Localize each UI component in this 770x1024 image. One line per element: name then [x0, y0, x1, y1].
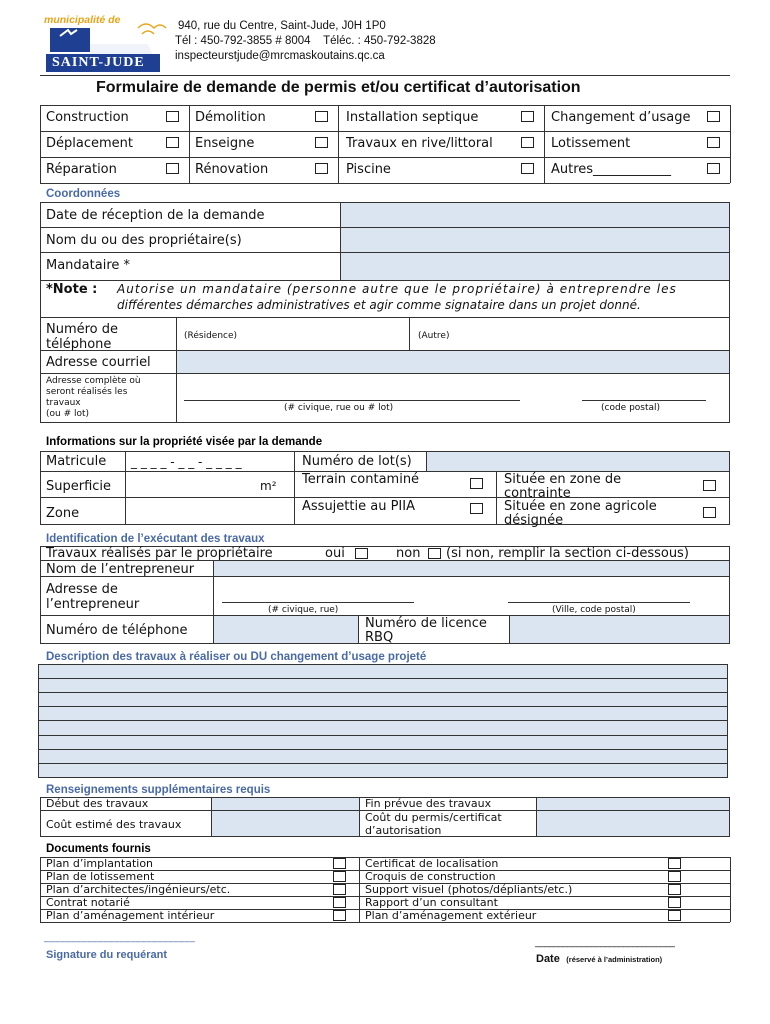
entrepreneur-name-label: Nom de l’entrepreneur	[46, 562, 195, 577]
doc-plan-interieur-label: Plan d’aménagement intérieur	[46, 909, 215, 922]
form-title: Formulaire de demande de permis et/ou certificat d’autorisation	[96, 79, 581, 96]
doc-croquis-construction-label: Croquis de construction	[365, 870, 496, 883]
checkbox-support-visuel[interactable]	[668, 884, 681, 895]
checkbox-plan-interieur[interactable]	[333, 910, 346, 921]
email-field[interactable]	[176, 350, 730, 374]
permit-label-renovation: Rénovation	[195, 162, 269, 177]
fin-travaux-field[interactable]	[536, 797, 730, 811]
section-title-property: Informations sur la propriété visée par la demande	[46, 436, 323, 448]
work-address-label-1: Adresse complète où	[46, 376, 141, 386]
checkbox-construction[interactable]	[166, 111, 179, 122]
section-title-supplementaires: Renseignements supplémentaires requis	[46, 784, 271, 796]
checkbox-autres[interactable]	[707, 163, 720, 174]
phone-label-2: téléphone	[46, 337, 112, 352]
permit-label-piscine: Piscine	[346, 162, 391, 177]
non-label: non	[396, 546, 421, 561]
date-label-text: Date	[536, 953, 560, 965]
lot-field[interactable]	[426, 451, 730, 472]
work-address-label-3: travaux	[46, 398, 81, 408]
terrain-contamine-label: Terrain contaminé	[302, 472, 420, 487]
entrepreneur-civic-caption: (# civique, rue)	[268, 605, 339, 615]
superficie-label: Superficie	[46, 479, 112, 494]
travaux-proprietaire-label: Travaux réalisés par le propriétaire	[46, 546, 273, 561]
debut-travaux-field[interactable]	[211, 797, 360, 811]
date-label	[536, 949, 662, 967]
mandataire-label: Mandataire *	[46, 258, 131, 273]
rbq-licence-label-1: Numéro de licence	[365, 616, 487, 631]
entrepreneur-phone-label: Numéro de téléphone	[46, 623, 188, 638]
owner-name-field[interactable]	[340, 227, 730, 253]
checkbox-lotissement[interactable]	[707, 137, 720, 148]
entrepreneur-address-label-1: Adresse de	[46, 582, 118, 597]
doc-certificat-localisation-label: Certificat de localisation	[365, 857, 499, 870]
checkbox-demolition[interactable]	[315, 111, 328, 122]
permit-label-autres: Autres____________	[551, 162, 672, 177]
date-reception-label: Date de réception de la demande	[46, 208, 265, 223]
work-address-field[interactable]	[176, 373, 730, 423]
checkbox-rapport-consultant[interactable]	[668, 897, 681, 908]
doc-support-visuel-label: Support visuel (photos/dépliants/etc.)	[365, 883, 573, 896]
checkbox-septique[interactable]	[521, 111, 534, 122]
description-field[interactable]	[38, 664, 728, 778]
checkbox-plan-architectes[interactable]	[333, 884, 346, 895]
cout-travaux-field[interactable]	[211, 810, 360, 837]
checkbox-changement-usage[interactable]	[707, 111, 720, 122]
section-title-coordonnees: Coordonnées	[46, 188, 121, 200]
owner-name-label: Nom du ou des propriétaire(s)	[46, 233, 242, 248]
doc-rapport-consultant-label: Rapport d’un consultant	[365, 896, 498, 909]
matricule-label: Matricule	[46, 454, 107, 469]
entrepreneur-ville-caption: (Ville, code postal)	[552, 605, 636, 615]
doc-plan-exterieur-label: Plan d’aménagement extérieur	[365, 909, 537, 922]
zone-label: Zone	[46, 506, 80, 521]
m2-unit: m²	[260, 479, 277, 493]
date-line[interactable]: ______________________________	[535, 937, 675, 948]
cout-permis-label-2: d’autorisation	[365, 824, 442, 837]
note-label: *Note :	[46, 282, 98, 297]
permit-label-rive-littoral: Travaux en rive/littoral	[346, 136, 493, 151]
checkbox-reparation[interactable]	[166, 163, 179, 174]
permit-label-changement-usage: Changement d’usage	[551, 110, 691, 125]
checkbox-zone-agricole[interactable]	[703, 507, 716, 518]
checkbox-plan-lotissement[interactable]	[333, 871, 346, 882]
signature-line[interactable]: ____________________________	[44, 932, 196, 943]
cout-permis-field[interactable]	[536, 810, 730, 837]
permit-label-demolition: Démolition	[195, 110, 266, 125]
zone-agricole-label-2: désignée	[504, 513, 564, 528]
header-phone: Tél : 450-792-3855 # 8004 Téléc. : 450-792-3828	[175, 35, 436, 47]
checkbox-terrain-contamine[interactable]	[470, 478, 483, 489]
section-title-description: Description des travaux à réaliser ou DU changement d’usage projeté	[46, 651, 427, 663]
municipality-logo	[38, 14, 168, 76]
checkbox-contrat-notarie[interactable]	[333, 897, 346, 908]
lot-label: Numéro de lot(s)	[302, 454, 412, 469]
checkbox-croquis-construction[interactable]	[668, 871, 681, 882]
note-text-line-2: différentes démarches administratives et agir comme signataire dans un projet donné.	[117, 298, 641, 312]
mandataire-field[interactable]	[340, 252, 730, 281]
checkbox-deplacement[interactable]	[166, 137, 179, 148]
section-title-executant: Identification de l’exécutant des travaux	[46, 533, 265, 545]
cout-travaux-label: Coût estimé des travaux	[46, 818, 182, 831]
debut-travaux-label: Début des travaux	[46, 797, 149, 810]
note-text-line-1: Autorise un mandataire (personne autre que le propriétaire) à entreprendre les	[117, 282, 677, 296]
date-reserved-note: (réservé à l’administration)	[566, 955, 663, 964]
checkbox-renovation[interactable]	[315, 163, 328, 174]
entrepreneur-address-label-2: l’entrepreneur	[46, 597, 140, 612]
permit-label-lotissement: Lotissement	[551, 136, 631, 151]
doc-contrat-notarie-label: Contrat notarié	[46, 896, 130, 909]
work-address-label-4: (ou # lot)	[46, 409, 90, 419]
checkbox-rive-littoral[interactable]	[521, 137, 534, 148]
permit-label-deplacement: Déplacement	[46, 136, 133, 151]
logo-top-text: municipalité de	[44, 14, 121, 26]
piia-label: Assujettie au PIIA	[302, 499, 415, 514]
permit-label-septique: Installation septique	[346, 110, 479, 125]
zone-field[interactable]	[125, 497, 295, 525]
postal-line	[582, 400, 706, 401]
checkbox-plan-exterieur[interactable]	[668, 910, 681, 921]
permit-label-reparation: Réparation	[46, 162, 117, 177]
civic-caption: (# civique, rue ou # lot)	[284, 403, 394, 413]
phone-label-1: Numéro de	[46, 322, 119, 337]
civic-line	[184, 400, 520, 401]
rbq-licence-label-2: RBQ	[365, 630, 394, 645]
doc-plan-implantation-label: Plan d’implantation	[46, 857, 154, 870]
si-non-note: (si non, remplir la section ci-dessous)	[446, 546, 689, 561]
entrepreneur-civic-line	[222, 602, 414, 603]
rbq-licence-field[interactable]	[509, 615, 730, 644]
permit-label-construction: Construction	[46, 110, 129, 125]
zone-contrainte-label-1: Située en zone de	[504, 472, 622, 487]
checkbox-enseigne[interactable]	[315, 137, 328, 148]
permit-label-enseigne: Enseigne	[195, 136, 255, 151]
checkbox-certificat-localisation[interactable]	[668, 858, 681, 869]
doc-plan-architectes-label: Plan d’architectes/ingénieurs/etc.	[46, 883, 231, 896]
logo-main-text: SAINT-JUDE	[52, 55, 145, 70]
checkbox-piia[interactable]	[470, 503, 483, 514]
date-reception-field[interactable]	[340, 202, 730, 228]
phone-autre-field[interactable]	[409, 317, 730, 351]
residence-caption: (Résidence)	[184, 331, 238, 341]
checkbox-non[interactable]	[428, 548, 441, 559]
checkbox-plan-implantation[interactable]	[333, 858, 346, 869]
header-email: inspecteurstjude@mrcmaskoutains.qc.ca	[175, 50, 385, 62]
oui-label: oui	[325, 546, 345, 561]
fin-travaux-label: Fin prévue des travaux	[365, 797, 492, 810]
autre-caption: (Autre)	[418, 331, 450, 341]
postal-caption: (code postal)	[601, 403, 661, 413]
checkbox-zone-contrainte[interactable]	[703, 480, 716, 491]
checkbox-piscine[interactable]	[521, 163, 534, 174]
zone-agricole-label-1: Située en zone agricole	[504, 499, 657, 514]
entrepreneur-name-field[interactable]	[213, 560, 730, 577]
entrepreneur-phone-field[interactable]	[213, 615, 359, 644]
entrepreneur-ville-line	[508, 602, 690, 603]
cout-permis-label-1: Coût du permis/certificat	[365, 811, 502, 824]
checkbox-oui[interactable]	[355, 548, 368, 559]
section-title-documents: Documents fournis	[46, 843, 151, 855]
doc-plan-lotissement-label: Plan de lotissement	[46, 870, 155, 883]
matricule-mask: _ _ _ _ - _ _ - _ _ _ _	[131, 455, 242, 469]
zone-contrainte-label-2: contrainte	[504, 486, 571, 501]
header-address: 940, rue du Centre, Saint-Jude, J0H 1P0	[178, 20, 386, 32]
work-address-label-2: seront réalisés les	[46, 387, 128, 397]
email-label: Adresse courriel	[46, 355, 151, 370]
signature-label: Signature du requérant	[46, 949, 168, 961]
header-divider	[40, 75, 730, 76]
